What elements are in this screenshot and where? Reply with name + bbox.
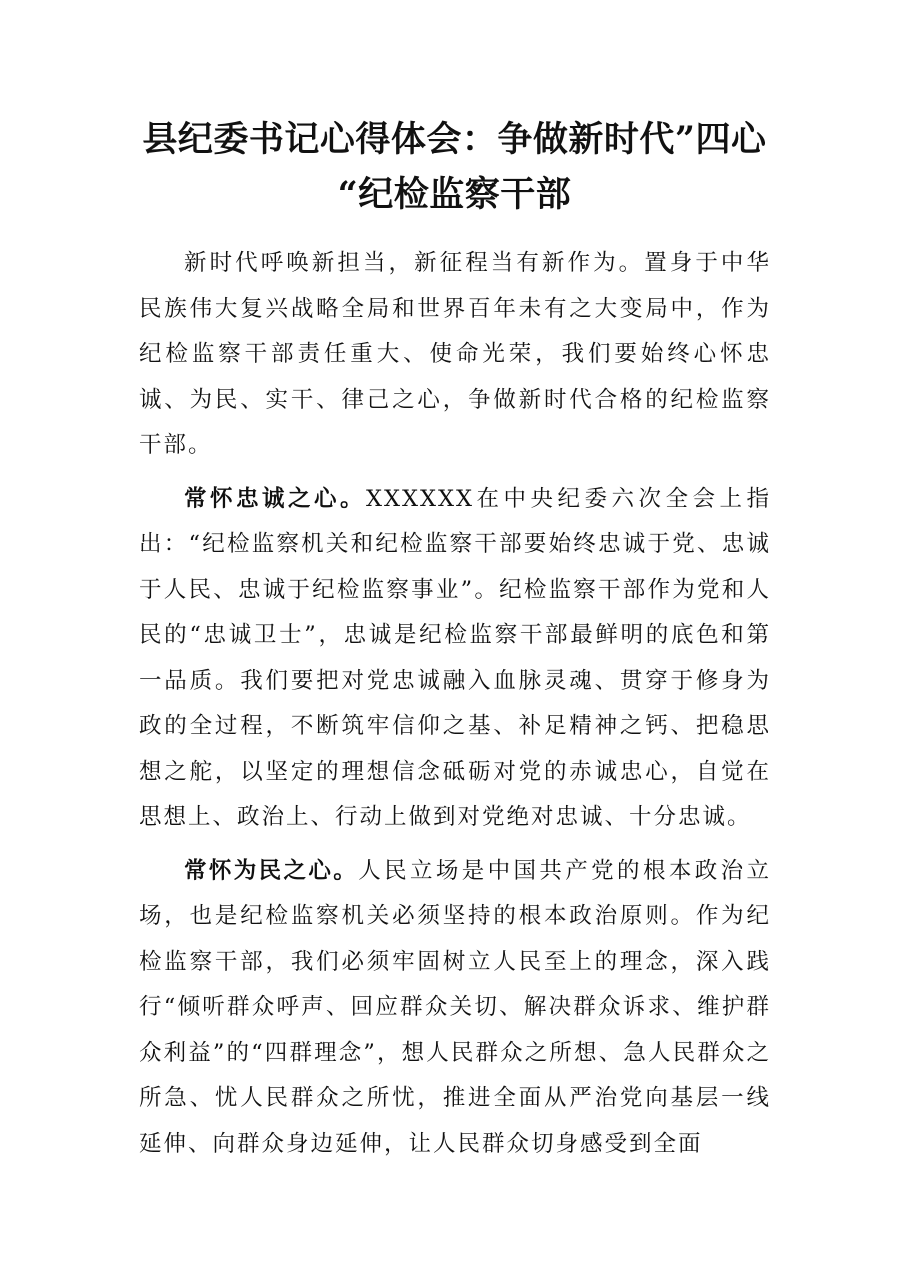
title-line-2: “纪检监察干部 [337,174,572,215]
document-title [120,112,789,222]
paragraph-text: 新时代呼唤新担当，新征程当有新作为。置身于中华民族伟大复兴战略全局和世界百年未有之大变局中，作为纪检监察干部责任重大、使命光荣，我们要始终心怀忠诚、为民、实干、律己之心，争做新时代合格的纪检监察干部。 [139,250,771,458]
paragraph-loyalty [139,477,771,841]
paragraph-text: 人民立场是中国共产党的根本政治立场，也是纪检监察机关必须坚持的根本政治原则。作为纪检监察干部，我们必须牢固树立人民至上的理念，深入践行“倾听群众呼声、回应群众关切、解决群众诉求、维护群众利益”的“四群理念”，想人民群众之所想、急人民群众之所急、忧人民群众之所忧，推进全面从严治党向基层一线延伸、向群众身边延伸，让人民群众切身感受到全面 [139,857,771,1157]
document-body [139,241,771,1175]
paragraph-people [139,849,771,1168]
paragraph-text: XXXXXX在中央纪委六次全会上指出：“纪检监察机关和纪检监察干部要始终忠诚于党、忠诚于人民、忠诚于纪检监察事业”。纪检监察干部作为党和人民的“忠诚卫士”，忠诚是纪检监察干部最鲜明的底色和第一品质。我们要把对党忠诚融入血脉灵魂、贯穿于修身为政的全过程，不断筑牢信仰之基、补足精神之钙、把稳思想之舵，以坚定的理想信念砥砺对党的赤诚忠心，自觉在思想上、政治上、行动上做到对党绝对忠诚、十分忠诚。 [139,485,771,830]
paragraph-heading: 常怀为民之心。 [184,857,359,884]
paragraph-intro [139,241,771,469]
paragraph-heading: 常怀忠诚之心。 [184,485,366,512]
title-line-1: 县纪委书记心得体会：争做新时代”四心 [142,119,767,160]
